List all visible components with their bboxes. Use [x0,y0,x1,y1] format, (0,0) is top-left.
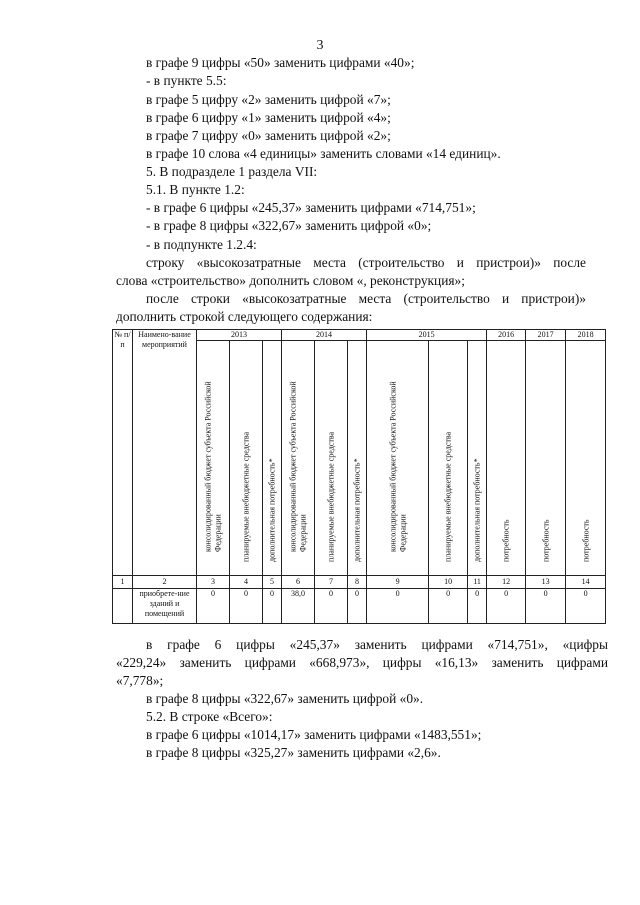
year-header: 2013 [197,330,282,341]
text-line: в графе 7 цифру «0» заменить цифрой «2»; [146,128,391,143]
row-number [113,589,133,624]
subheader-need-add [263,341,282,576]
column-number: 13 [526,576,566,589]
subheader-label: консолидированный бюджет субъекта Российской Федерации [288,381,308,552]
year-header: 2016 [487,330,526,341]
column-number: 6 [282,576,315,589]
year-header: 2015 [367,330,487,341]
column-number: 2 [133,576,197,589]
paragraph-line: слова «строительство» дополнить словом «, реконструкция»; [116,273,465,288]
header-name: Наимено-вание мероприятий [133,330,197,576]
cell-value: 0 [487,589,526,624]
text-line: в графе 8 цифры «325,27» заменить цифрами «2,6». [146,745,441,760]
subheader-label: дополнительная потребность* [352,457,362,562]
subheader-need [566,341,606,576]
subheader-label: планируемые внебюджетные средства [241,431,251,562]
subheader-need [487,341,526,576]
text-line: - в подпункте 1.2.4: [146,237,257,252]
measures-table [112,329,606,624]
column-number: 11 [468,576,487,589]
row-name: приобрете-ние зданий и помещений [133,589,197,624]
subheader-label: консолидированный бюджет субъекта Российской Федерации [203,381,222,552]
subheader-need-add [468,341,487,576]
header-number: № п/п [113,330,133,576]
subheader-label: планируемые внебюджетные средства [326,431,336,562]
cell-value: 0 [315,589,348,624]
cell-value: 0 [263,589,282,624]
paragraph-line: строку «высокозатратные места (строительство и пристрои)» после [146,255,586,270]
column-number: 9 [367,576,429,589]
paragraph-line: в графе 6 цифры «245,37» заменить цифрами «714,751», «цифры [146,637,608,652]
table-row [113,589,606,624]
text-line: - в графе 6 цифры «245,37» заменить цифрами «714,751»; [146,200,476,215]
text-line: в графе 5 цифру «2» заменить цифрой «7»; [146,92,391,107]
subheader-label: потребность [501,518,511,562]
column-number: 14 [566,576,606,589]
subheader-budget [282,341,315,576]
paragraph-line: дополнить строкой следующего содержания: [116,309,373,324]
cell-value: 0 [348,589,367,624]
cell-value: 0 [526,589,566,624]
cell-value: 0 [230,589,263,624]
cell-value: 0 [468,589,487,624]
subheader-label: планируемые внебюджетные средства [443,431,453,562]
paragraph-line: «7,778»; [116,673,164,688]
subheader-label: потребность [540,518,550,562]
column-number: 1 [113,576,133,589]
column-number: 4 [230,576,263,589]
paragraph-line: после строки «высокозатратные места (строительство и пристрои)» [146,291,586,306]
cell-value: 38,0 [282,589,315,624]
year-header: 2018 [566,330,606,341]
text-line: - в пункте 5.5: [146,73,227,88]
subheader-budget [367,341,429,576]
cell-value: 0 [367,589,429,624]
text-line: 5.2. В строке «Всего»: [146,709,273,724]
text-line: в графе 6 цифру «1» заменить цифрой «4»; [146,110,391,125]
text-line: в графе 8 цифры «322,67» заменить цифрой «0». [146,691,424,706]
subheader-label: потребность [580,518,590,562]
text-line: в графе 10 слова «4 единицы» заменить словами «14 единиц». [146,146,501,161]
subheader-budget [197,341,230,576]
subheader-extra [230,341,263,576]
year-header: 2014 [282,330,367,341]
subheader-label: дополнительная потребность* [267,457,277,562]
column-number: 5 [263,576,282,589]
subheader-need [526,341,566,576]
cell-value: 0 [566,589,606,624]
subheader-extra [429,341,468,576]
year-header: 2017 [526,330,566,341]
cell-value: 0 [429,589,468,624]
text-line: - в графе 8 цифры «322,67» заменить цифрой «0»; [146,218,432,233]
subheader-label: консолидированный бюджет субъекта Российской Федерации [388,381,407,552]
column-number: 12 [487,576,526,589]
column-number: 3 [197,576,230,589]
text-line: в графе 6 цифры «1014,17» заменить цифрами «1483,551»; [146,727,482,742]
subheader-extra [315,341,348,576]
subheader-need-add [348,341,367,576]
page-number: 3 [316,38,324,53]
text-line: 5.1. В пункте 1.2: [146,182,245,197]
paragraph-line: «229,24» заменить цифрами «668,973», цифры «16,13» заменить цифрами [116,655,608,670]
cell-value: 0 [197,589,230,624]
text-line: 5. В подразделе 1 раздела VII: [146,164,318,179]
subheader-label: дополнительная потребность* [472,457,482,562]
column-number: 10 [429,576,468,589]
column-number: 8 [348,576,367,589]
text-line: в графе 9 цифры «50» заменить цифрами «40»; [146,55,415,70]
column-number: 7 [315,576,348,589]
